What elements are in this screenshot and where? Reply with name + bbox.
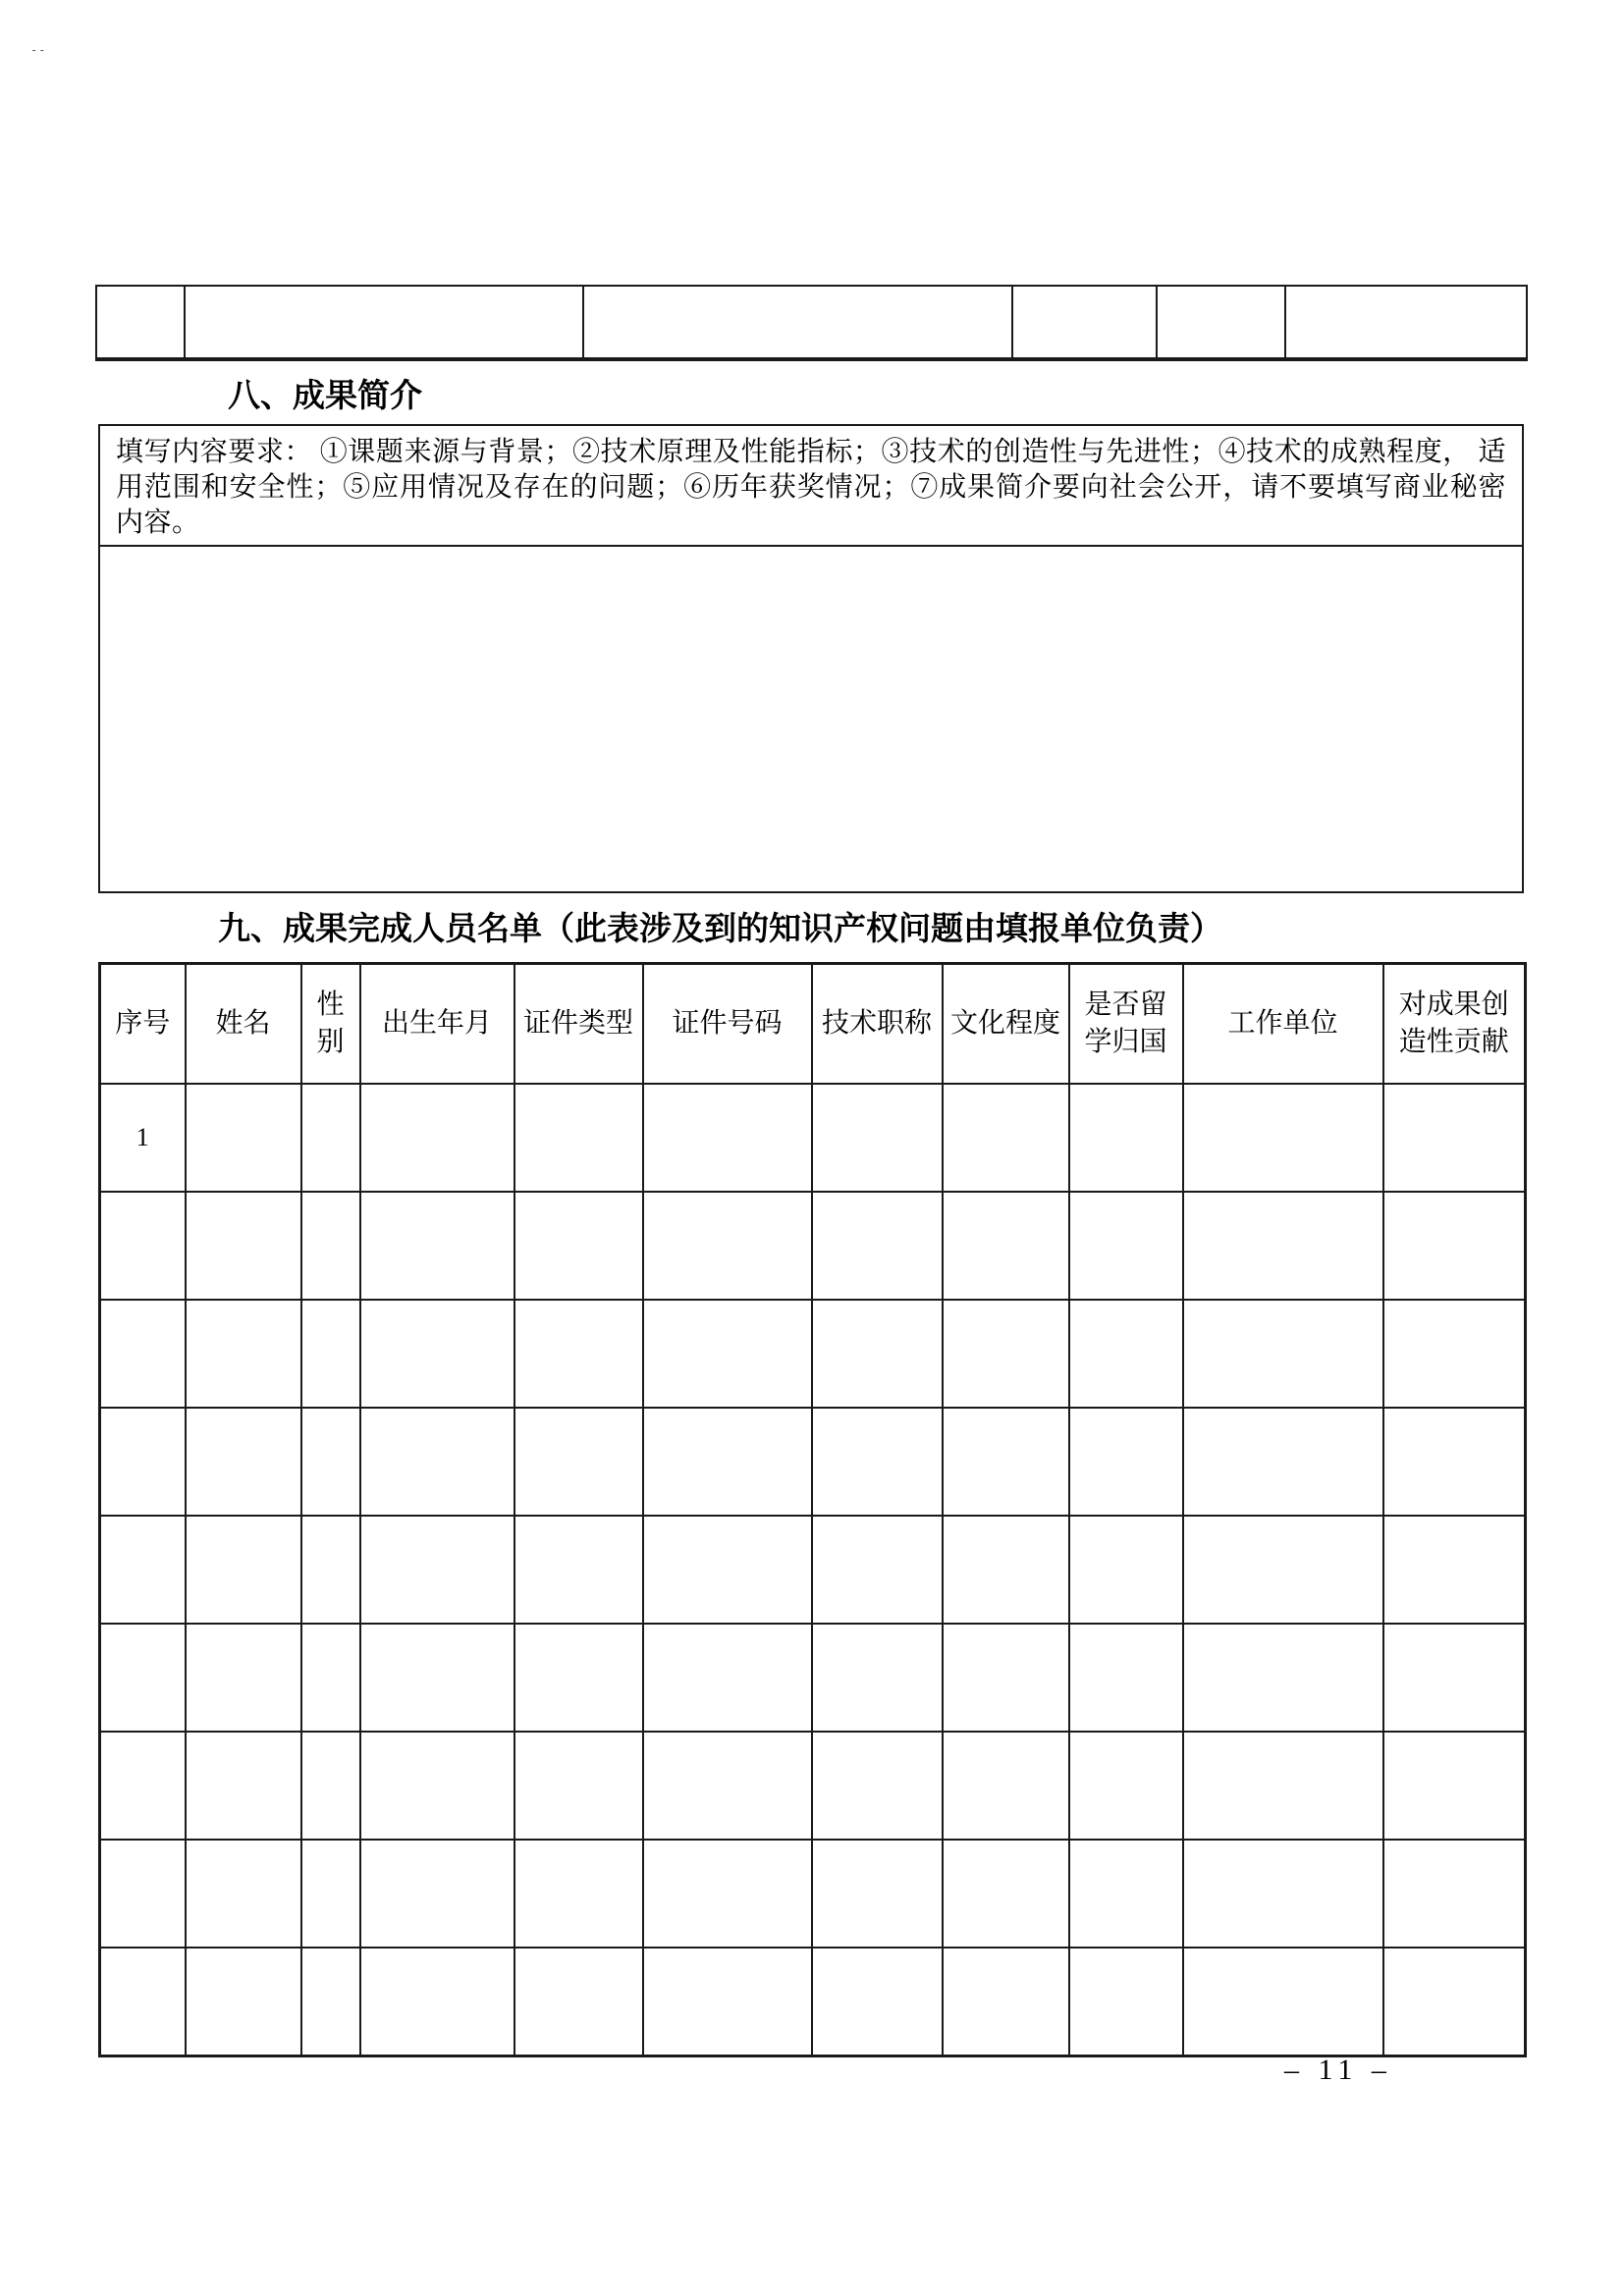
table-cell[interactable] — [812, 1840, 943, 1948]
table-cell[interactable] — [943, 1840, 1069, 1948]
table-cell[interactable] — [1069, 1516, 1183, 1624]
table-cell[interactable] — [1012, 286, 1157, 359]
table-row — [96, 286, 1527, 359]
table-cell[interactable] — [812, 1300, 943, 1408]
column-header: 工作单位 — [1183, 964, 1383, 1085]
table-cell[interactable] — [100, 1624, 186, 1732]
table-cell[interactable] — [186, 1300, 301, 1408]
table-cell[interactable] — [943, 1948, 1069, 2056]
table-cell[interactable] — [1183, 1300, 1383, 1408]
table-cell[interactable] — [1183, 1624, 1383, 1732]
table-cell[interactable] — [1383, 1948, 1526, 2056]
table-cell[interactable] — [812, 1624, 943, 1732]
table-cell[interactable] — [812, 1408, 943, 1516]
table-cell[interactable] — [186, 1840, 301, 1948]
table-cell[interactable] — [360, 1732, 514, 1840]
table-cell[interactable] — [514, 1084, 643, 1192]
section9-title: 九、成果完成人员名单（此表涉及到的知识产权问题由填报单位负责） — [218, 910, 1222, 946]
table-cell[interactable] — [812, 1084, 943, 1192]
table-cell[interactable] — [643, 1300, 812, 1408]
table-cell[interactable] — [943, 1084, 1069, 1192]
table-cell[interactable] — [1183, 1948, 1383, 2056]
table-cell[interactable] — [1183, 1408, 1383, 1516]
table-cell[interactable] — [100, 1408, 186, 1516]
table-cell[interactable] — [514, 1948, 643, 2056]
column-header: 文化程度 — [943, 964, 1069, 1085]
continued-table — [95, 285, 1528, 361]
table-cell[interactable] — [514, 1192, 643, 1300]
table-cell[interactable] — [301, 1408, 360, 1516]
column-header: 出生年月 — [360, 964, 514, 1085]
table-cell[interactable] — [514, 1732, 643, 1840]
table-cell[interactable] — [186, 1084, 301, 1192]
table-cell[interactable] — [1157, 286, 1285, 359]
table-cell[interactable] — [1069, 1624, 1183, 1732]
table-cell[interactable] — [301, 1732, 360, 1840]
corner-mark: -- — [30, 43, 47, 57]
table-cell[interactable] — [643, 1948, 812, 2056]
table-cell[interactable] — [360, 1192, 514, 1300]
table-cell[interactable] — [186, 1732, 301, 1840]
table-cell[interactable] — [643, 1408, 812, 1516]
summary-input-area[interactable] — [100, 547, 1522, 891]
table-cell[interactable] — [943, 1516, 1069, 1624]
table-cell[interactable] — [1069, 1840, 1183, 1948]
table-cell[interactable] — [360, 1516, 514, 1624]
table-cell[interactable] — [1069, 1408, 1183, 1516]
section8-title: 八、成果简介 — [228, 377, 422, 413]
table-cell[interactable] — [514, 1516, 643, 1624]
table-cell[interactable] — [583, 286, 1012, 359]
table-cell[interactable] — [1383, 1624, 1526, 1732]
table-cell[interactable] — [514, 1624, 643, 1732]
table-row — [100, 1840, 1526, 1948]
table-cell[interactable] — [643, 1516, 812, 1624]
table-cell[interactable] — [186, 1516, 301, 1624]
table-cell[interactable] — [360, 1840, 514, 1948]
table-cell[interactable] — [1383, 1192, 1526, 1300]
table-row — [100, 1516, 1526, 1624]
table-cell[interactable] — [1183, 1516, 1383, 1624]
table-cell[interactable] — [1183, 1732, 1383, 1840]
table-cell[interactable] — [1383, 1840, 1526, 1948]
table-cell[interactable] — [943, 1732, 1069, 1840]
table-cell[interactable] — [514, 1300, 643, 1408]
table-cell[interactable] — [643, 1192, 812, 1300]
table-cell[interactable] — [1383, 1516, 1526, 1624]
table-cell[interactable] — [943, 1624, 1069, 1732]
table-cell[interactable] — [514, 1840, 643, 1948]
table-cell[interactable] — [185, 286, 583, 359]
table-row — [100, 1732, 1526, 1840]
column-header: 性别 — [301, 964, 360, 1085]
summary-box — [98, 424, 1524, 893]
table-cell[interactable] — [360, 1624, 514, 1732]
table-cell[interactable] — [360, 1408, 514, 1516]
column-header: 技术职称 — [812, 964, 943, 1085]
table-row — [100, 1408, 1526, 1516]
table-cell[interactable] — [1383, 1300, 1526, 1408]
table-cell[interactable] — [1383, 1084, 1526, 1192]
table-cell[interactable] — [1183, 1840, 1383, 1948]
table-cell[interactable] — [943, 1408, 1069, 1516]
table-row — [100, 1192, 1526, 1300]
table-cell[interactable] — [1069, 1732, 1183, 1840]
column-header: 序号 — [100, 964, 186, 1085]
column-header: 姓名 — [186, 964, 301, 1085]
table-row — [100, 1300, 1526, 1408]
table-cell[interactable] — [643, 1624, 812, 1732]
table-cell[interactable] — [301, 1300, 360, 1408]
table-cell[interactable] — [96, 286, 185, 359]
table-cell[interactable] — [301, 1084, 360, 1192]
column-header: 证件号码 — [643, 964, 812, 1085]
table-cell[interactable] — [100, 1300, 186, 1408]
column-header: 证件类型 — [514, 964, 643, 1085]
table-cell[interactable] — [1285, 286, 1527, 359]
table-cell[interactable] — [643, 1840, 812, 1948]
table-cell[interactable] — [812, 1732, 943, 1840]
header-row — [100, 964, 1526, 1085]
table-row — [100, 1084, 1526, 1192]
table-cell[interactable] — [186, 1948, 301, 2056]
row-index-cell: 1 — [100, 1084, 186, 1192]
table-cell[interactable] — [643, 1732, 812, 1840]
table-cell[interactable] — [943, 1192, 1069, 1300]
table-cell[interactable] — [301, 1624, 360, 1732]
table-cell[interactable] — [1069, 1192, 1183, 1300]
table-row — [100, 1624, 1526, 1732]
table-cell[interactable] — [1069, 1084, 1183, 1192]
table-cell[interactable] — [360, 1300, 514, 1408]
column-header: 对成果创造性贡献 — [1383, 964, 1526, 1085]
table-cell[interactable] — [1183, 1084, 1383, 1192]
table-cell[interactable] — [301, 1948, 360, 2056]
table-cell[interactable] — [186, 1408, 301, 1516]
table-cell[interactable] — [100, 1516, 186, 1624]
table-cell[interactable] — [812, 1516, 943, 1624]
column-header: 是否留学归国 — [1069, 964, 1183, 1085]
table-cell[interactable] — [812, 1948, 943, 2056]
personnel-table — [98, 962, 1527, 2057]
table-cell[interactable] — [301, 1840, 360, 1948]
table-cell[interactable] — [100, 1192, 186, 1300]
table-cell[interactable] — [100, 1840, 186, 1948]
summary-instructions: 填写内容要求： ①课题来源与背景；②技术原理及性能指标；③技术的创造性与先进性；④技术的成熟程度， 适用范围和安全性；⑤应用情况及存在的问题；⑥历年获奖情况；⑦成果简介要向社会公开，请不要填写商业秘密内容。 — [100, 426, 1522, 547]
table-cell[interactable] — [360, 1084, 514, 1192]
table-cell[interactable] — [186, 1192, 301, 1300]
table-cell[interactable] — [301, 1192, 360, 1300]
table-cell[interactable] — [100, 1948, 186, 2056]
table-cell[interactable] — [100, 1732, 186, 1840]
table-cell[interactable] — [186, 1624, 301, 1732]
table-cell[interactable] — [643, 1084, 812, 1192]
table-cell[interactable] — [1383, 1732, 1526, 1840]
table-cell[interactable] — [1069, 1300, 1183, 1408]
table-row — [100, 1948, 1526, 2056]
table-cell[interactable] — [943, 1300, 1069, 1408]
table-cell[interactable] — [1383, 1408, 1526, 1516]
table-cell[interactable] — [812, 1192, 943, 1300]
page-number: – 11 – — [1284, 2054, 1392, 2086]
table-cell[interactable] — [1069, 1948, 1183, 2056]
table-cell[interactable] — [514, 1408, 643, 1516]
table-cell[interactable] — [360, 1948, 514, 2056]
table-cell[interactable] — [301, 1516, 360, 1624]
table-cell[interactable] — [1183, 1192, 1383, 1300]
